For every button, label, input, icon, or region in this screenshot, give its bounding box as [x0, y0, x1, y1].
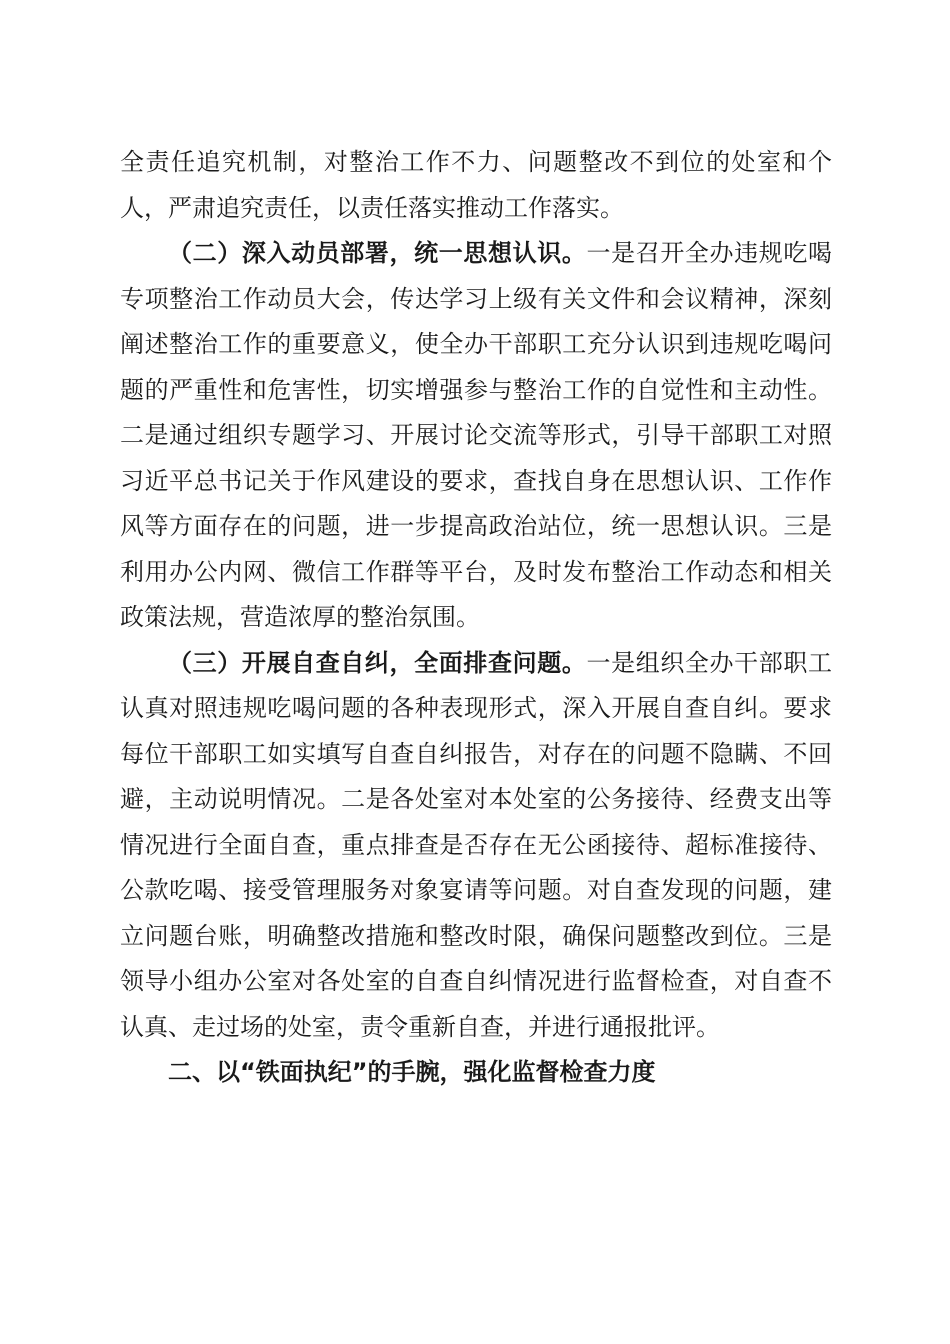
- subheading-self-inspection: （三）开展自查自纠，全面排查问题。: [168, 648, 587, 677]
- paragraph-mobilization: [120, 231, 832, 641]
- paragraph-continuation: [120, 140, 832, 231]
- subheading-mobilization: （二）深入动员部署，统一思想认识。: [168, 239, 587, 267]
- chapter-heading-2: 二、以“铁面执纪”的手腕，强化监督检查力度: [168, 1058, 656, 1086]
- paragraph-mobilization-text: 一是召开全办违规吃喝专项整治工作动员大会，传达学习上级有关文件和会议精神，深刻阐述整治工作的重要意义，使全办干部职工充分认识到违规吃喝问题的严重性和危害性，切实增强参与整治工作的自觉性和主动性。二是通过组织专题学习、开展讨论交流等形式，引导干部职工对照习近平总书记关于作风建设的要求，查找自身在思想认识、工作作风等方面存在的问题，进一步提高政治站位，统一思想认识。三是利用办公内网、微信工作群等平台，及时发布整治工作动态和相关政策法规，营造浓厚的整治氛围。: [120, 239, 833, 631]
- paragraph-continuation-text: 全责任追究机制，对整治工作不力、问题整改不到位的处室和个人，严肃追究责任，以责任落实推动工作落实。: [120, 148, 832, 222]
- paragraph-self-inspection-text: 一是组织全办干部职工认真对照违规吃喝问题的各种表现形式，深入开展自查自纠。要求每位干部职工如实填写自查自纠报告，对存在的问题不隐瞒、不回避，主动说明情况。二是各处室对本处室的公务接待、经费支出等情况进行全面自查，重点排查是否存在无公函接待、超标准接待、公款吃喝、接受管理服务对象宴请等问题。对自查发现的问题，建立问题台账，明确整改措施和整改时限，确保问题整改到位。三是领导小组办公室对各处室的自查自纠情况进行监督检查，对自查不认真、走过场的处室，责令重新自查，并进行通报批评。: [120, 648, 833, 1041]
- document-body: [120, 140, 832, 1096]
- paragraph-self-inspection: [120, 641, 832, 1051]
